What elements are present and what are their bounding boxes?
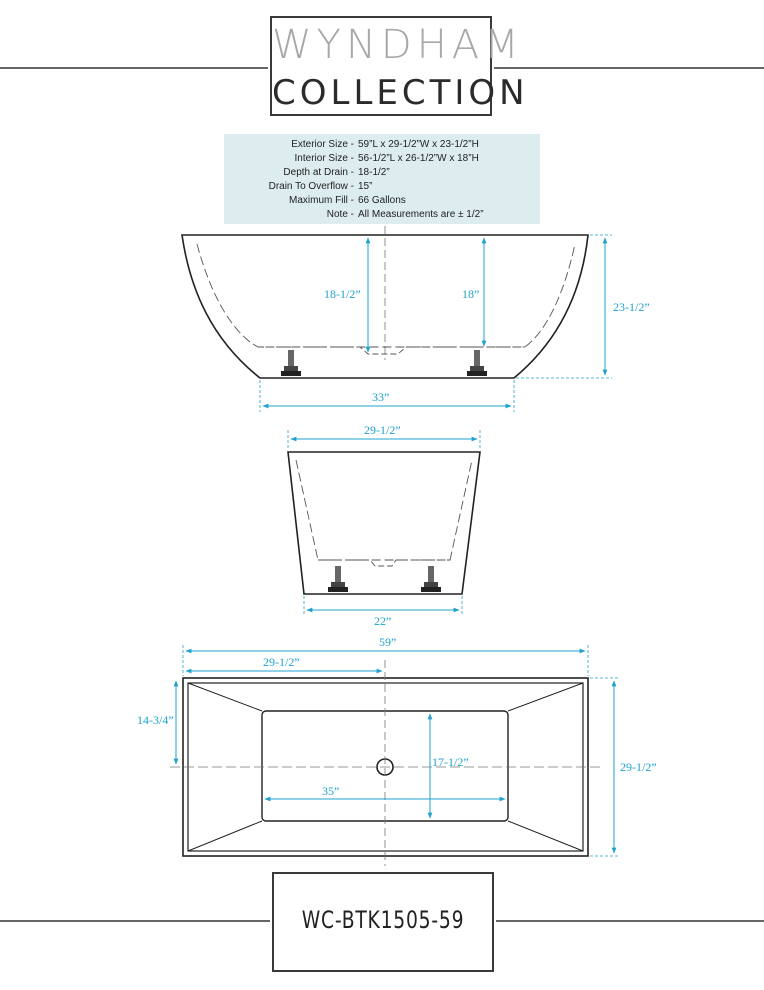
model-number-box bbox=[272, 872, 494, 972]
logo-wordmark-bottom: COLLECTION bbox=[272, 73, 529, 113]
end-view-floor bbox=[318, 560, 450, 566]
top-view bbox=[170, 645, 620, 866]
dim-base-length: 33” bbox=[372, 390, 390, 404]
spec-value: 15” bbox=[358, 181, 373, 192]
dim-drain-offset: 29-1/2” bbox=[263, 655, 300, 669]
end-view-outline bbox=[288, 452, 480, 594]
spec-label: Drain To Overflow - bbox=[268, 181, 354, 192]
logo-wordmark-top: WYNDHAM bbox=[272, 22, 524, 68]
spec-label: Interior Size - bbox=[294, 153, 354, 164]
dim-inner-length: 35” bbox=[322, 784, 340, 798]
dim-exterior-height: 23-1/2” bbox=[613, 300, 650, 314]
dim-inner-width: 17-1/2” bbox=[432, 755, 469, 769]
spec-value: All Measurements are ± 1/2” bbox=[358, 209, 484, 220]
spec-value: 18-1/2” bbox=[358, 167, 390, 178]
end-view-inner-wall bbox=[296, 460, 472, 560]
side-leg-right bbox=[467, 350, 487, 376]
spec-value: 56-1/2”L x 26-1/2”W x 18”H bbox=[358, 153, 479, 164]
spec-label: Exterior Size - bbox=[291, 139, 354, 150]
dim-overall-length: 59” bbox=[379, 635, 397, 649]
spec-value: 59”L x 29-1/2”W x 23-1/2”H bbox=[358, 139, 479, 150]
spec-label: Depth at Drain - bbox=[283, 167, 354, 178]
dim-interior-depth: 18” bbox=[462, 287, 480, 301]
dim-half-width: 14-3/4” bbox=[137, 713, 174, 727]
side-view bbox=[182, 235, 612, 412]
spec-panel bbox=[224, 134, 540, 224]
side-view-floor bbox=[258, 347, 525, 354]
side-view-inner-wall bbox=[197, 244, 575, 347]
model-number: WC-BTK1505-59 bbox=[301, 906, 465, 934]
dim-overall-width: 29-1/2” bbox=[620, 760, 657, 774]
spec-label: Note - bbox=[326, 209, 354, 220]
end-view bbox=[288, 430, 480, 616]
brand-logo bbox=[270, 16, 529, 116]
spec-label: Maximum Fill - bbox=[289, 195, 354, 206]
side-leg-left bbox=[281, 350, 301, 376]
dim-end-base-width: 22” bbox=[374, 614, 392, 628]
dim-end-top-width: 29-1/2” bbox=[364, 423, 401, 437]
end-leg-right bbox=[421, 566, 441, 592]
end-leg-left bbox=[328, 566, 348, 592]
spec-value: 66 Gallons bbox=[358, 195, 406, 206]
dim-depth-drain: 18-1/2” bbox=[324, 287, 361, 301]
